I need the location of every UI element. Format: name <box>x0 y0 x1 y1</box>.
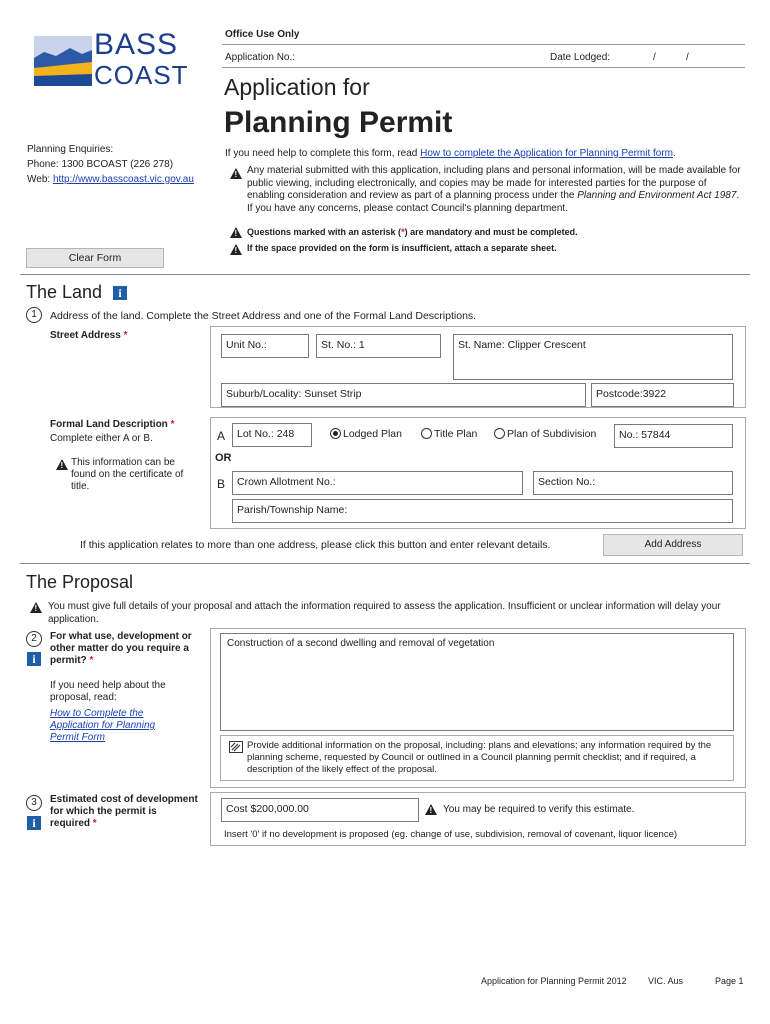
asterisk: * <box>123 330 128 341</box>
mandatory-note <box>247 227 578 237</box>
notice-text-2: . If you have any concerns, please contact Council's planning department. <box>247 190 740 214</box>
postcode-field[interactable]: Postcode:3922 <box>591 383 734 407</box>
land-title: The Land <box>26 282 103 302</box>
help-suffix: . <box>673 148 676 159</box>
estimated-cost-field[interactable]: Cost $200,000.00 <box>221 798 419 822</box>
lot-no-field[interactable]: Lot No.: 248 <box>232 423 312 447</box>
clear-form-button[interactable]: Clear Form <box>26 248 164 268</box>
or-label: OR <box>215 452 232 464</box>
street-no-field[interactable]: St. No.: 1 <box>316 334 441 358</box>
application-no-label: Application No.: <box>225 52 296 63</box>
help-text <box>225 148 676 159</box>
warning-icon <box>56 459 68 470</box>
logo-text-bass: BASS <box>94 28 179 61</box>
asterisk: * <box>401 227 405 237</box>
question-number-1: 1 <box>26 307 42 323</box>
footer-page: Page 1 <box>715 976 744 986</box>
street-address-label <box>50 330 127 341</box>
proposal-help-link[interactable]: How to Complete the Application for Planning Permit Form <box>50 708 156 743</box>
suburb-field[interactable]: Suburb/Locality: Sunset Strip <box>221 383 586 407</box>
title-plan-radio[interactable] <box>421 428 477 440</box>
warning-icon <box>230 244 242 255</box>
proposal-help-note: If you need help about the proposal, read: <box>50 680 166 703</box>
section-no-field[interactable]: Section No.: <box>533 471 733 495</box>
proposal-help-link-wrap <box>50 708 180 744</box>
info-icon[interactable]: i <box>27 816 41 830</box>
plan-no-field[interactable]: No.: 57844 <box>614 424 733 448</box>
formal-land-label <box>50 419 174 430</box>
privacy-notice <box>247 165 742 215</box>
help-prefix: If you need help to complete this form, read <box>225 148 421 159</box>
section-title-proposal: The Proposal <box>26 572 134 592</box>
info-icon[interactable]: i <box>113 286 127 300</box>
page-title: Planning Permit <box>224 106 453 139</box>
asterisk: * <box>170 419 175 430</box>
title-plan-label: Title Plan <box>434 428 478 440</box>
provide-note-box <box>220 735 734 781</box>
help-link[interactable]: How to complete the Application for Planning Permit form <box>420 148 674 159</box>
radio-selected[interactable] <box>330 428 341 439</box>
bass-coast-logo <box>30 28 189 100</box>
notice-text-1: Any material submitted with this application, including plans and personal information, will be made available for public viewing, including electronically, and copies may be made for interested parties for the purpose of enabling consideration and review as part of a planning process under the <box>247 165 741 201</box>
enquiries-title: Planning Enquiries: <box>27 144 114 155</box>
paperclip-icon <box>229 741 243 753</box>
info-icon[interactable]: i <box>27 652 41 666</box>
unit-no-field[interactable]: Unit No.: <box>221 334 309 358</box>
formal-land-text: Formal Land Description <box>50 419 168 430</box>
question-number-2: 2 <box>26 631 42 647</box>
date-slash-2: / <box>686 52 689 63</box>
plan-sub-label: Plan of Subdivision <box>507 428 597 440</box>
plan-of-subdivision-radio[interactable] <box>494 428 596 440</box>
logo-text-coast: COAST <box>94 60 189 90</box>
question-3-text <box>50 794 198 830</box>
enquiries-phone: Phone: 1300 BCOAST (226 278) <box>27 159 174 170</box>
warning-icon <box>30 602 42 613</box>
option-b-label: B <box>217 477 226 491</box>
street-name-field[interactable]: St. Name: Clipper Crescent <box>453 334 733 380</box>
mandatory-pre: Questions marked with an asterisk ( <box>247 227 402 237</box>
footer-title: Application for Planning Permit 2012 <box>481 976 627 986</box>
lodged-plan-radio[interactable] <box>330 428 402 440</box>
web-label: Web: <box>27 174 53 185</box>
provide-note: Provide additional information on the proposal, including: plans and elevations; any information required by the planning scheme, requested by Council or outlined in a Council planning permit checklist; and if required, a description of the likely effect of the proposal. <box>247 740 712 775</box>
warning-icon <box>230 227 242 238</box>
heading-line1: Application for <box>224 74 370 100</box>
space-note: If the space provided on the form is insufficient, attach a separate sheet. <box>247 243 557 253</box>
footer-org: VIC. Aus <box>648 976 684 986</box>
verify-note: You may be required to verify this estimate. <box>443 804 635 815</box>
complete-either-note: Complete either A or B. <box>50 433 153 444</box>
date-lodged-label: Date Lodged: <box>550 52 611 63</box>
logo-graphic-icon <box>30 32 96 92</box>
proposal-warning: You must give full details of your proposal and attach the information required to assess the application. Insufficient or unclear information will delay your application. <box>48 601 721 625</box>
section-title-land <box>26 282 127 303</box>
crown-allotment-field[interactable]: Crown Allotment No.: <box>232 471 523 495</box>
proposal-description-field[interactable]: Construction of a second dwelling and removal of vegetation <box>220 633 734 731</box>
add-address-button[interactable]: Add Address <box>603 534 743 556</box>
option-a-label: A <box>217 429 226 443</box>
asterisk: * <box>92 818 97 829</box>
warning-icon <box>230 168 242 179</box>
radio-unselected[interactable] <box>421 428 432 439</box>
date-slash-1: / <box>653 52 656 63</box>
q2-text: For what use, development or other matter do you require a permit? <box>50 631 192 666</box>
web-link[interactable]: http://www.basscoast.vic.gov.au <box>52 174 194 185</box>
question-1-text: Address of the land. Complete the Street Address and one of the Formal Land Descriptions. <box>50 310 477 322</box>
notice-act: Planning and Environment Act 1987 <box>577 190 737 201</box>
radio-unselected[interactable] <box>494 428 505 439</box>
insert-zero-note: Insert '0' if no development is proposed (eg. change of use, subdivision, removal of covenant, liquor licence) <box>224 829 678 840</box>
street-address-text: Street Address <box>50 330 121 341</box>
warning-icon <box>425 804 437 815</box>
question-number-3: 3 <box>26 795 42 811</box>
asterisk: * <box>89 655 94 666</box>
certificate-note: This information can be found on the certificate of title. <box>71 457 184 492</box>
multiple-address-note: If this application relates to more than one address, please click this button and enter relevant details. <box>80 539 551 551</box>
question-2-text <box>50 631 200 667</box>
mandatory-post: ) are mandatory and must be completed. <box>404 227 578 237</box>
q3-text: Estimated cost of development for which the permit is required <box>50 794 198 829</box>
office-use-title: Office Use Only <box>225 29 300 40</box>
enquiries-web <box>27 174 194 185</box>
parish-township-field[interactable]: Parish/Township Name: <box>232 499 733 523</box>
lodged-plan-label: Lodged Plan <box>343 428 402 440</box>
